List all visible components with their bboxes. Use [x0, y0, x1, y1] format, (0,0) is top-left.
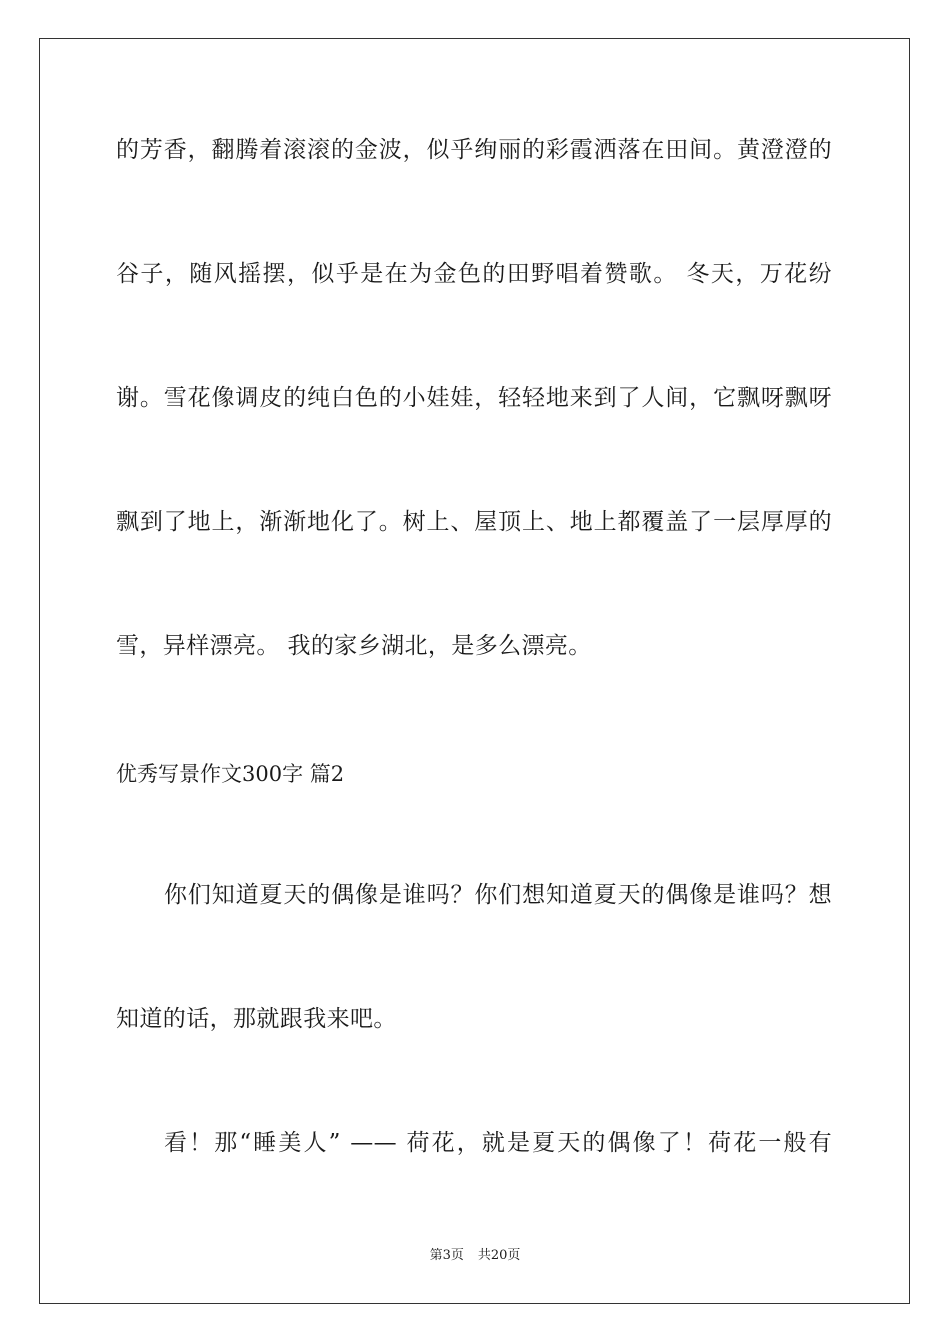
body-line-1: 的芳香，翻腾着滚滚的金波，似乎绚丽的彩霞洒落在田间。黄澄澄的 — [116, 137, 832, 163]
page-total: 共20页 — [477, 1248, 521, 1263]
page-border — [39, 38, 910, 1304]
paragraph-3-line-1: 看！那“睡美人” —— 荷花，就是夏天的偶像了！荷花一般有 — [164, 1130, 832, 1156]
paragraph-2-line-2: 知道的话，那就跟我来吧。 — [116, 1006, 397, 1032]
page-number: 第3页 — [429, 1248, 464, 1263]
section-heading: 优秀写景作文300字 篇2 — [116, 762, 345, 786]
body-line-4: 飘到了地上，渐渐地化了。树上、屋顶上、地上都覆盖了一层厚厚的 — [116, 509, 832, 535]
page-footer — [0, 1247, 950, 1265]
paragraph-2-line-1: 你们知道夏天的偶像是谁吗？你们想知道夏天的偶像是谁吗？想 — [164, 882, 832, 908]
body-line-3: 谢。雪花像调皮的纯白色的小娃娃，轻轻地来到了人间，它飘呀飘呀 — [116, 385, 832, 411]
body-line-5: 雪，异样漂亮。 我的家乡湖北，是多么漂亮。 — [116, 633, 592, 659]
body-line-2: 谷子，随风摇摆，似乎是在为金色的田野唱着赞歌。 冬天，万花纷 — [116, 261, 832, 287]
